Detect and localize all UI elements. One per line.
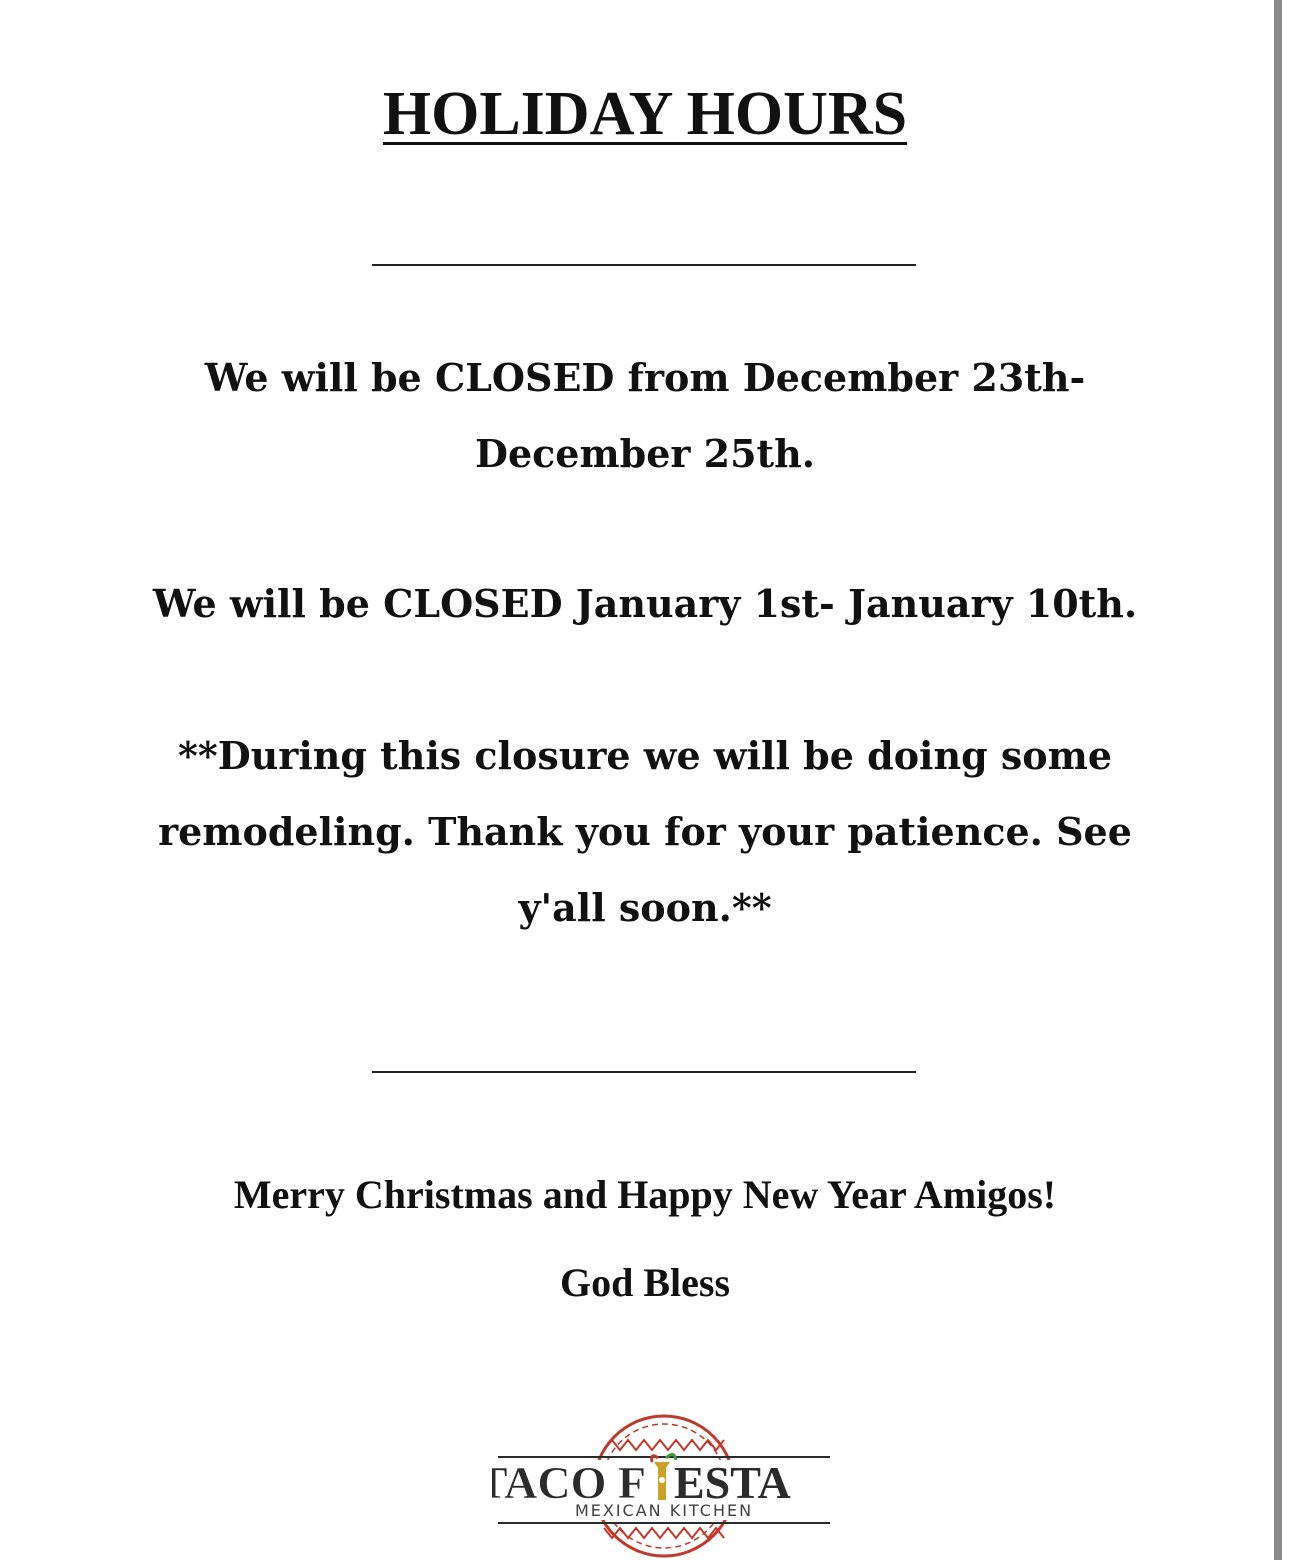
logo-name-right: ESTA xyxy=(674,1457,791,1508)
blessing-text: God Bless xyxy=(559,1260,731,1305)
closure-december-text: We will be CLOSED from December 23th- December 25th. xyxy=(204,355,1086,476)
scroll-edge xyxy=(1274,0,1282,1560)
holiday-greeting: Merry Christmas and Happy New Year Amigos! xyxy=(233,1172,1057,1217)
divider-top xyxy=(372,264,916,266)
taco-fiesta-logo xyxy=(492,1410,836,1560)
page-title: HOLIDAY HOURS xyxy=(382,80,908,148)
remodel-note-text: **During this closure we will be doing some remodeling. Thank you for your patience. See y'all soon.** xyxy=(158,733,1132,930)
logo-name-left: TACO F xyxy=(492,1457,646,1508)
logo-tagline: MEXICAN KITCHEN xyxy=(574,1501,754,1520)
closure-january-text: We will be CLOSED January 1st- January 10th. xyxy=(152,581,1138,626)
divider-bottom xyxy=(372,1071,916,1073)
